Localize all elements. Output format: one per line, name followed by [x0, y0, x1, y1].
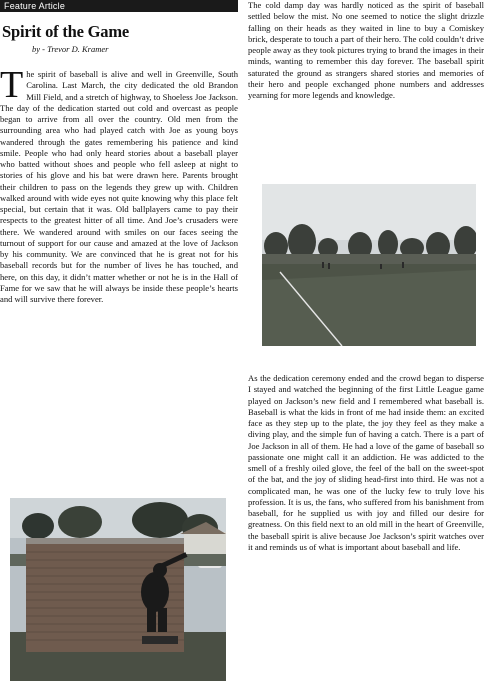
drop-cap-box — [0, 64, 24, 106]
right-body-paragraph-1: The cold damp day was hardly noticed as the spirit of baseball settled below the mist. No one seemed to notice the slight drizzle falling on their heads as they waited in line to buy a Comiskey brick, desperate to touch a part of their hero. The cold couldn’t drive people away as they took pictures trying to brand the images in their minds, wanting to remember this day forever. The baseball spirit saturated the ground as strangers shared stories and memories of their hero and people exchanged phone numbers and addresses yearning for more legends and knowledge. — [248, 0, 484, 100]
left-body-paragraph — [0, 64, 238, 305]
article-byline: by - Trevor D. Kramer — [32, 44, 109, 54]
ballfield-photo — [262, 184, 476, 346]
ballfield-image — [262, 184, 476, 346]
article-headline: Spirit of the Game — [2, 22, 130, 41]
right-column — [248, 0, 484, 552]
left-body — [0, 64, 238, 305]
brick-memorial-photo — [10, 498, 226, 681]
drop-cap: T — [0, 64, 24, 106]
right-body-paragraph-2: As the dedication ceremony ended and the crowd began to disperse I stayed and watched the beginning of the first Little League game played on Jackson’s new field and I remembered what baseball is. Baseball is what the kids in front of me had inside them: an excited face as they step up to the plate, the joy they feel as they make a diving play, and the simple fun of having a catch. There is a part of Joe Jackson in all of them. He had a love of the game of baseball so passionate one might call it an addiction. He was addicted to the smell of a freshly oiled glove, the feel of the ball on the sweet-spot of the bat, and the joy of sliding head-first into third. He was not a complicated man, he was one of the lucky few to truly love his profession. It is us, the fans, who suffered from his banishment from baseball, for he supplied us with joy and filled our desire for greatness. On this field next to an old mill in the heart of Greenville, the baseball spirit is alive because Joe Jackson’s spirit watches over it and reminds us of what is important about baseball and life. — [248, 373, 484, 552]
left-column — [0, 0, 238, 305]
brick-memorial-image — [10, 498, 226, 681]
right-body-2-wrap — [248, 373, 484, 553]
left-body-text: he spirit of baseball is alive and well in Greenville, South Carolina. Last March, the city dedicated the old Brandon Mill Field, and a stretch of highway, to Shoeless Joe Jackson. The day of the dedication started out cold and overcast as people began to arrive from all over the country. Old men from the surrounding area who had played catch with Joe as young boys wandered through the gates remembering his patience and kind smile. People who had only heard stories about a baseball player who batted without shoes and people who fell asleep at night to stories of his glove and his bat were drawn here. Parents brought their children to pass on the legends they grew up with. Children walked around with wide eyes not quite knowing why this place felt special, but certain that it was. Old ballplayers came to pay their respects to the greatest hitter of all time. And Joe’s crusaders were there. We wandered around with smiles on our faces seeing the turnout of support for our cause and amazed at the love of Jackson by his community. We are convinced that he is great not for his baseball records but for the number of lives he has touched, and here, on this day, it didn’t matter whether or not he is in the Hall of Fame for we saw that he will always be inside these people’s hearts and will survive there forever. — [0, 69, 238, 304]
section-tag: Feature Article — [0, 0, 238, 12]
